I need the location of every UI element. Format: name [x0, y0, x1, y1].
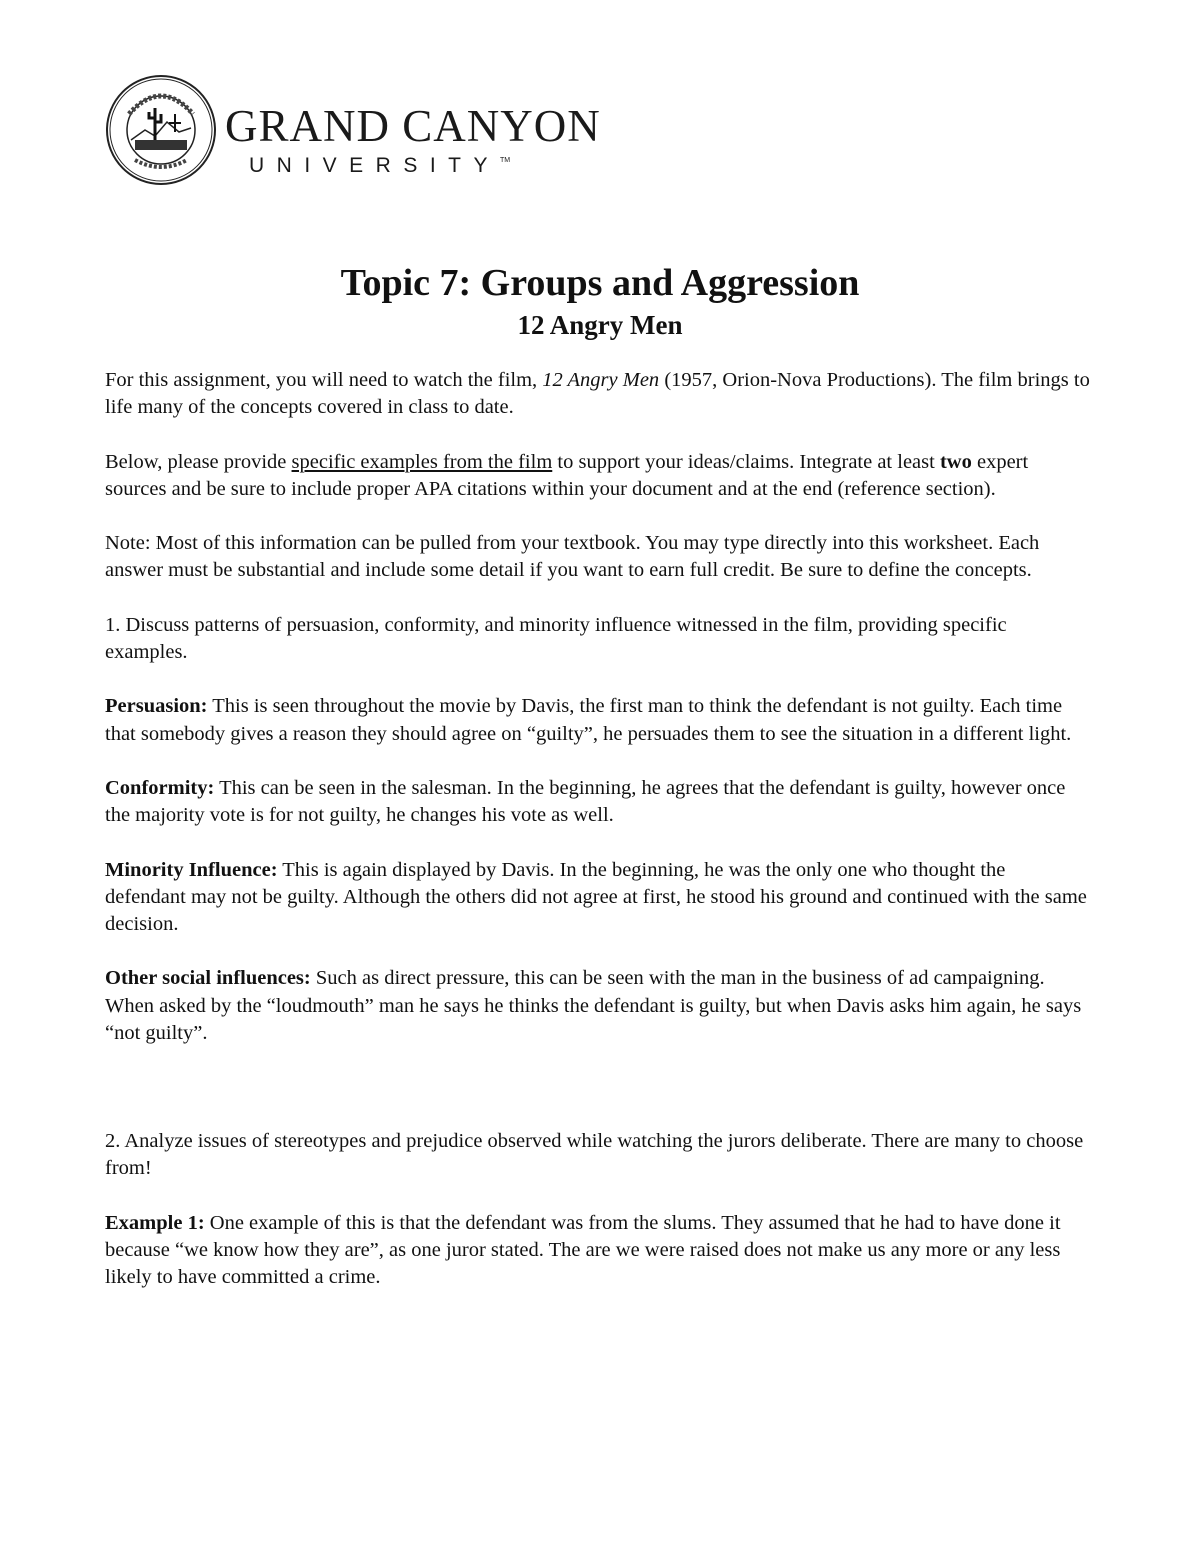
underlined-emphasis: specific examples from the film — [291, 450, 553, 473]
intro-text: expert sources and be sure to include proper APA citations within your document and at the end (reference section). — [105, 450, 1029, 500]
question-2-prompt: 2. Analyze issues of stereotypes and prejudice observed while watching the jurors deliberate. There are many to choose from! — [105, 1129, 1084, 1180]
intro-text: (1957, Orion-Nova Productions). The film brings to life many of the concepts covered in class to date. — [105, 369, 1090, 419]
answer-text: This is seen throughout the movie by Davis, the first man to think the defendant is not guilty. Each time that somebody gives a reason they should agree on “guilty”, he persuades them to see the situation in a different light. — [105, 695, 1072, 745]
film-title: 12 Angry Men — [542, 369, 660, 391]
answer-text: Such as direct pressure, this can be seen with the man in the business of ad campaigning. When asked by the “loudmouth” man he says he thinks the defendant is guilty, but when Davis asks him again, he says “not guilty”. — [105, 967, 1082, 1044]
answer-label: Conformity: — [105, 776, 215, 799]
university-seal-icon — [105, 74, 217, 186]
answer-other-social-influences — [105, 965, 1090, 1047]
answer-conformity — [105, 775, 1090, 829]
page-title: Topic 7: Groups and Aggression — [340, 262, 860, 304]
intro-text: Below, please provide — [105, 450, 292, 473]
answer-label: Example 1: — [105, 1211, 205, 1234]
question-1-prompt: 1. Discuss patterns of persuasion, conformity, and minority influence witnessed in the film, providing specific examples. — [105, 613, 1007, 663]
answer-text: One example of this is that the defendant was from the slums. They assumed that he had to have done it because “we know how they are”, as one juror stated. The are we were raised does not make us any more or any less likely to have committed a crime. — [105, 1211, 1061, 1288]
page-subtitle: 12 Angry Men — [517, 310, 683, 340]
answer-minority-influence — [105, 857, 1090, 939]
answer-label: Other social influences: — [105, 967, 311, 990]
answer-label: Persuasion: — [105, 695, 208, 718]
university-word: UNIVERSITY — [249, 154, 501, 177]
intro-paragraph-2 — [105, 449, 1090, 503]
answer-text: This can be seen in the salesman. In the beginning, he agrees that the defendant is guilty, however once the majority vote is for not guilty, he changes his vote as well. — [105, 776, 1066, 827]
answer-persuasion — [105, 693, 1090, 747]
document-body — [105, 367, 1090, 1318]
intro-text: For this assignment, you will need to watch the film, — [105, 369, 543, 391]
intro-paragraph-1 — [105, 367, 1090, 421]
university-name-line1: GRAND CANYON — [225, 101, 601, 151]
bold-emphasis: two — [939, 450, 972, 473]
intro-paragraph-3: Note: Most of this information can be pulled from your textbook. You may type directly into this worksheet. Each answer must be substantial and include some detail if you want to earn full credit. Be sure to define the concepts. — [105, 532, 1040, 582]
university-logo — [105, 74, 601, 186]
university-name-line2 — [249, 154, 510, 178]
answer-text: This is again displayed by Davis. In the beginning, he was the only one who thought the defendant may not be guilty. Although the others did not agree at first, he stood his ground and continued with the same decision. — [105, 858, 1087, 935]
answer-label: Minority Influence: — [105, 858, 278, 881]
intro-text: to support your ideas/claims. Integrate at least — [552, 450, 940, 473]
answer-example-1 — [105, 1210, 1090, 1292]
trademark-mark: TM — [500, 157, 511, 164]
